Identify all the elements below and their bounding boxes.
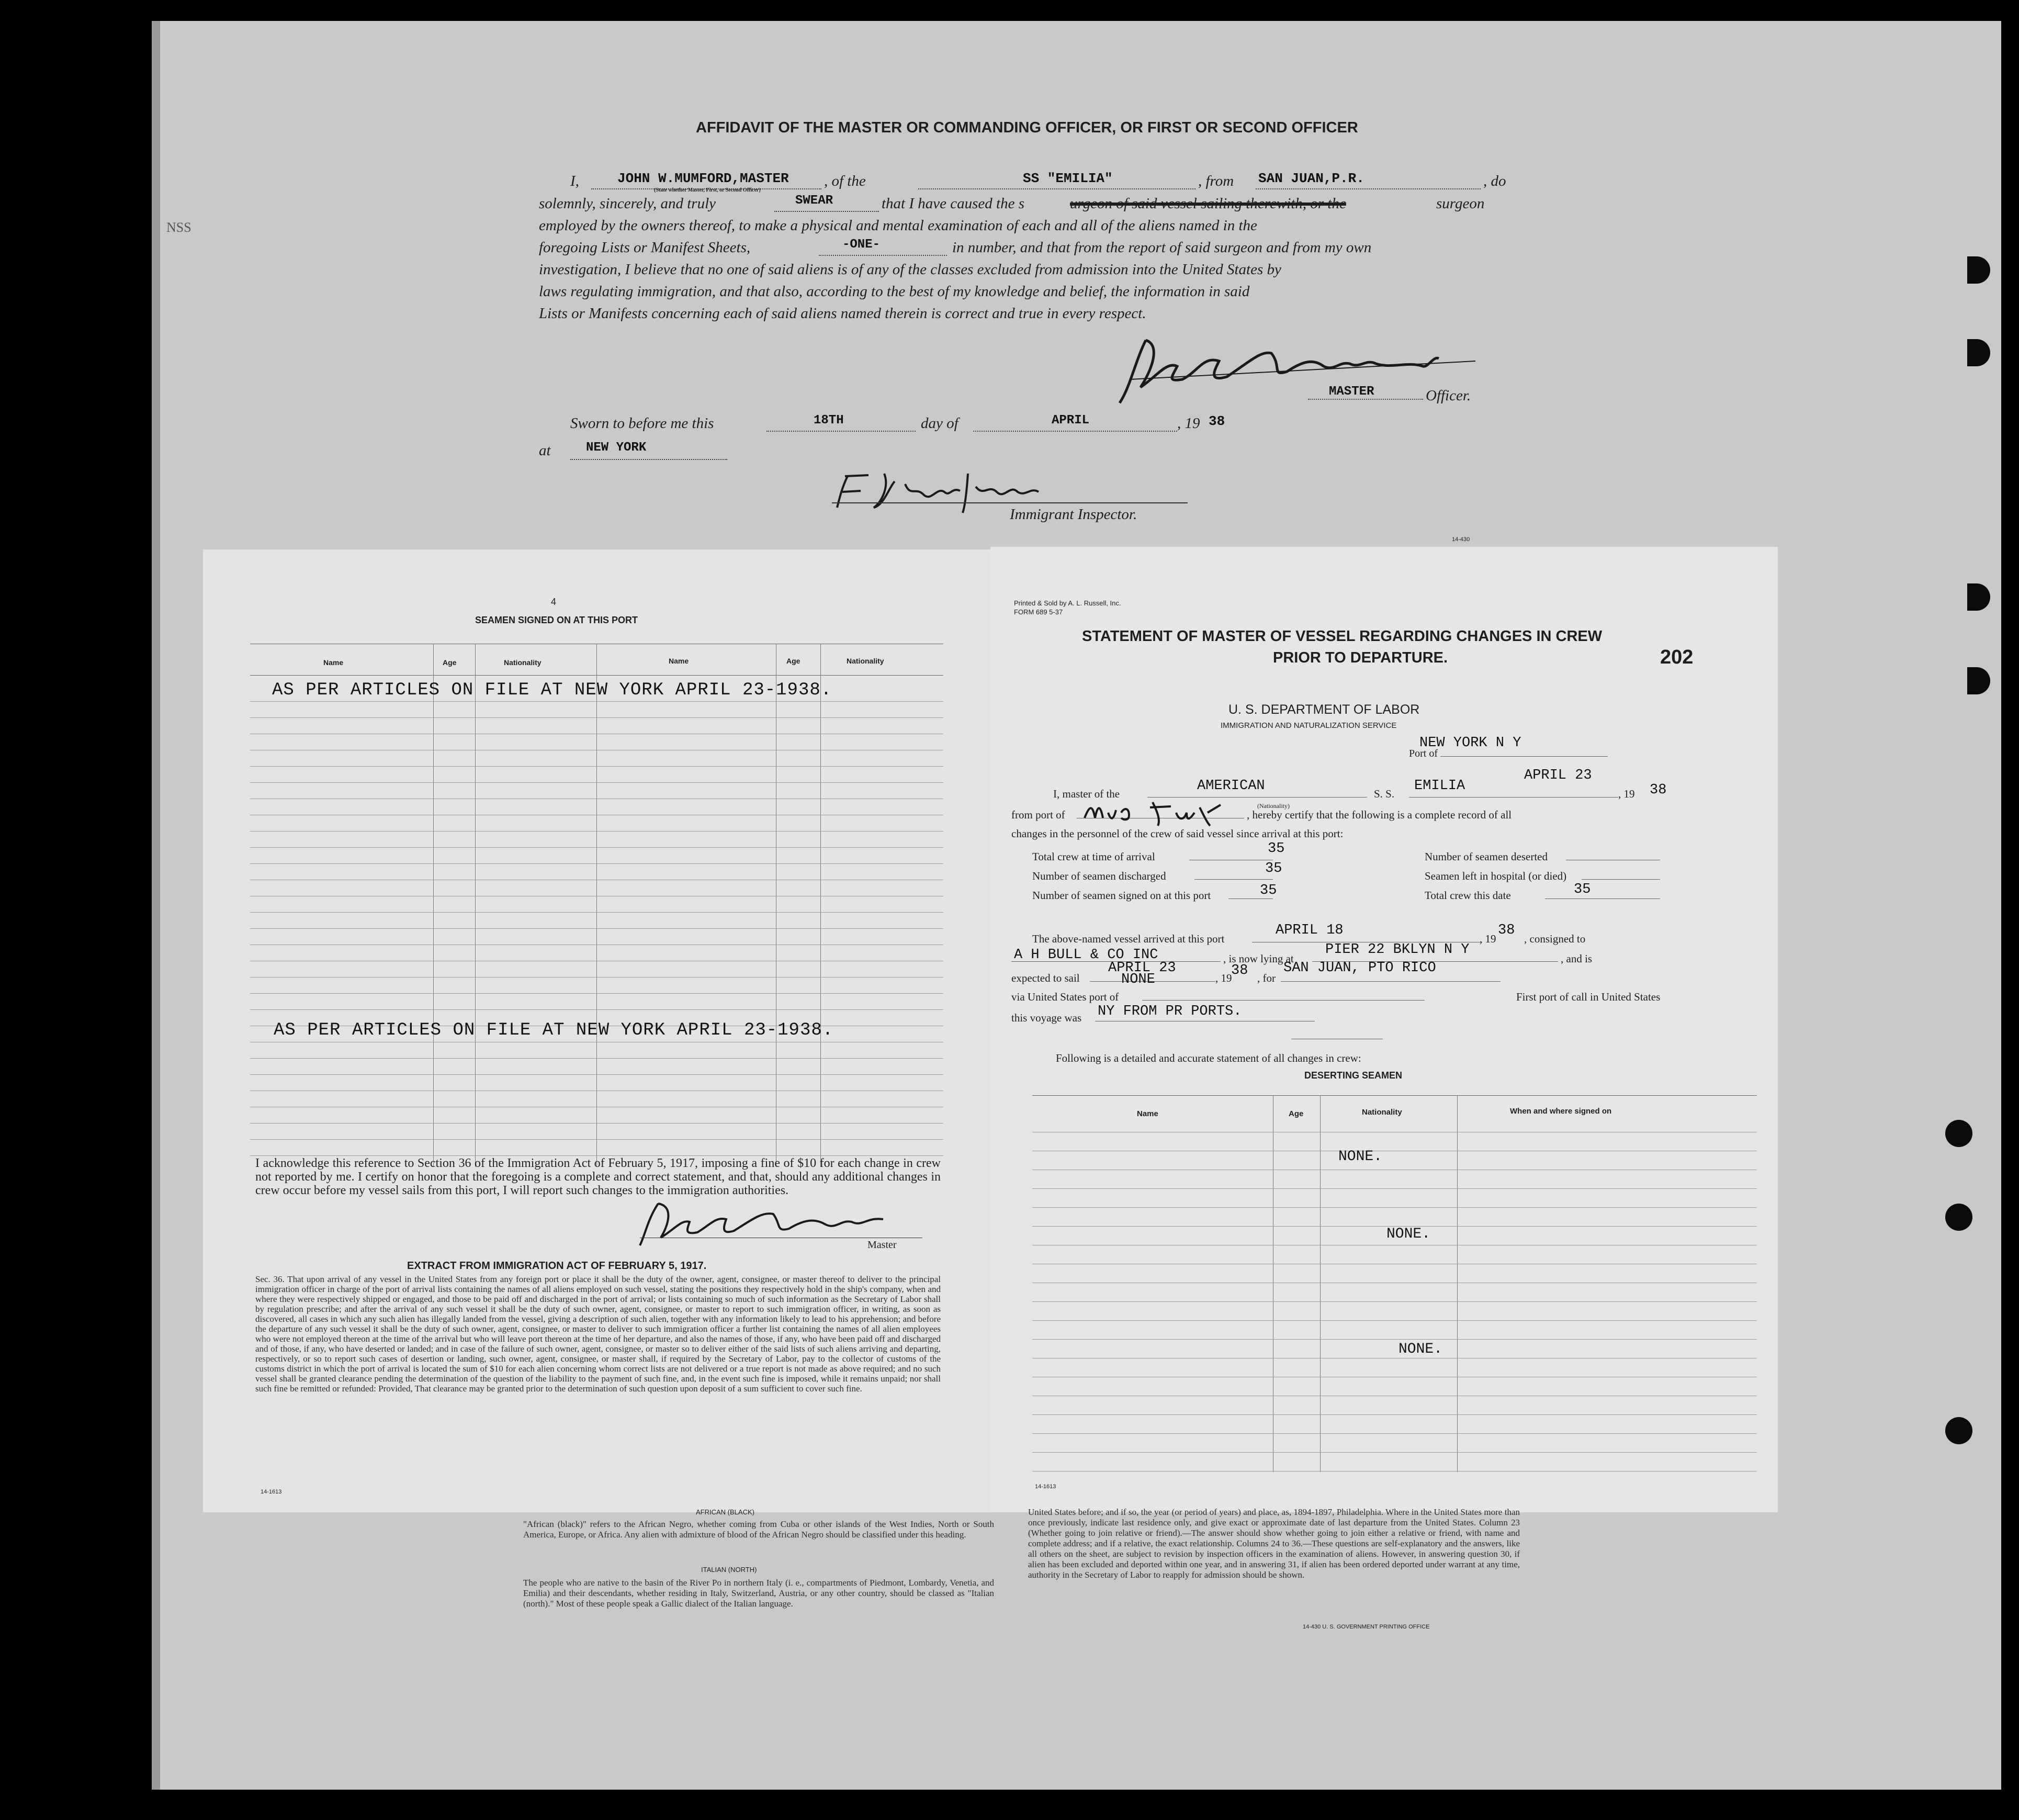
voyage-label: this voyage was <box>1011 1012 1082 1024</box>
table-row-line <box>250 766 943 767</box>
lying-value: PIER 22 BKLYN N Y <box>1325 942 1470 958</box>
count-value: -ONE- <box>842 238 881 252</box>
right-title-2: PRIOR TO DEPARTURE. <box>1273 649 1448 666</box>
binder-hole-icon <box>1945 1204 1972 1231</box>
deserted-label: Number of seamen deserted <box>1425 850 1548 863</box>
binder-hole-icon <box>1945 1417 1972 1444</box>
signed-on-line <box>1228 898 1273 899</box>
swear-field-line <box>774 211 879 212</box>
table-row-line <box>250 717 943 718</box>
year-value-right: 38 <box>1650 782 1667 798</box>
page-number: 4 <box>551 597 557 607</box>
struck-text: urgeon of said vessel sailing therewith, or the <box>1070 195 1346 212</box>
nationality-note: (Nationality) <box>1257 802 1290 810</box>
arrived-year: 38 <box>1498 923 1515 938</box>
year-prefix: , 19 <box>1177 415 1200 432</box>
table-row-line <box>1032 1452 1757 1453</box>
printer-line: Printed & Sold by A. L. Russell, Inc. <box>1014 599 1121 607</box>
header-age: Age <box>443 658 457 667</box>
col-divider <box>475 644 476 1167</box>
affidavit-line-6: laws regulating immigration, and that also, according to the best of my knowledge and belief, the information in said <box>539 283 1250 300</box>
table-row-line <box>250 1009 943 1010</box>
port-of-line <box>1440 756 1608 757</box>
deserting-title: DESERTING SEAMEN <box>1304 1070 1403 1081</box>
affidavit-line-2c: surgeon <box>1436 195 1485 212</box>
from-label: , from <box>1198 173 1234 189</box>
header-age-2: Age <box>786 657 800 665</box>
changes-text: changes in the personnel of the crew of said vessel since arrival at this port: <box>1011 827 1344 840</box>
table-row-line <box>250 1139 943 1140</box>
table-row-line <box>250 831 943 832</box>
typed-articles-2: AS PER ARTICLES ON FILE AT NEW YORK APRIL 23-1938. <box>274 1020 834 1040</box>
state-note: (State whether Master, First, or Second Officer) <box>654 187 761 193</box>
table-row-line <box>1032 1320 1757 1321</box>
ship-name: SS "EMILIA" <box>1023 171 1113 186</box>
table-row-line <box>250 701 943 702</box>
total-date-value: 35 <box>1574 882 1591 897</box>
ss-value: EMILIA <box>1414 778 1465 794</box>
following-text: Following is a detailed and accurate statement of all changes in crew: <box>1056 1052 1361 1064</box>
and-is-label: , and is <box>1561 952 1593 965</box>
right-bottom-text: United States before; and if so, the year (or period of years) and place, as, 1894-1897, Philadelphia. Where in the United States more than once previously, indicate last residence only, and give exact or approximate date of last departure from the United States. Column 23 (Whether going to join relative or friend).—The answer should show whether going to join either a relative or friend, with name and complete address; and if a relative, the exact relationship. Columns 24 to 36.—These questions are self-explanatory and the answers, like all others on the sheet, are subject to revision by inspection officers in the examination of aliens. However, in answering question 30, if alien has been excluded and deported within one year, and in answering 31, if alien has been ordered deported under warrant at any time, authority in the Secretary of Labor to reapply for admission should be shown. <box>1028 1507 1520 1580</box>
sail-year-prefix: , 19 <box>1215 972 1232 984</box>
rank-field-line <box>1308 399 1423 400</box>
arrived-year-prefix: , 19 <box>1480 933 1496 945</box>
first-call-label: First port of call in United States <box>1516 991 1661 1003</box>
master-signature-2 <box>637 1193 899 1251</box>
do-label: , do <box>1483 173 1506 189</box>
sail-label: expected to sail <box>1011 972 1080 984</box>
binder-hole-icon <box>1945 1120 1972 1147</box>
for-label: , for <box>1257 972 1276 984</box>
affidavit-line-4a: foregoing Lists or Manifest Sheets, <box>539 239 751 256</box>
at-label: at <box>539 442 551 459</box>
service-title: IMMIGRATION AND NATURALIZATION SERVICE <box>1221 721 1397 730</box>
total-crew-value: 35 <box>1268 841 1285 857</box>
from-port: SAN JUAN,P.R. <box>1258 171 1364 186</box>
ds-col-divider <box>1320 1095 1321 1472</box>
sail-value: APRIL 23 <box>1108 960 1176 976</box>
italian-text: The people who are native to the basin of the River Po in northern Italy (i. e., compartments of Piedmont, Lombardy, Venetia, and Emilia) and their descendants, whether residing in Italy, Switzerland, Austria, or any other country, should be classed as "Italian (north)." Most of these people speak a Gallic dialect of the Italian language. <box>523 1578 994 1609</box>
affidavit-line-3: employed by the owners thereof, to make a physical and mental examination of each and all of the aliens named in the <box>539 217 1257 234</box>
affidavit-i: I, <box>570 173 579 189</box>
table-row-line <box>250 912 943 913</box>
port-of-label: Port of <box>1409 748 1438 759</box>
affidavit-line-4b: in number, and that from the report of said surgeon and from my own <box>952 239 1372 256</box>
total-crew-label: Total crew at time of arrival <box>1032 850 1155 863</box>
stray-mark: NSS <box>166 220 191 235</box>
day-value: 18TH <box>814 413 844 428</box>
ds-header-name: Name <box>1137 1109 1158 1118</box>
acknowledgment: I acknowledge this reference to Section 36 of the Immigration Act of February 5, 1917, imposing a fine of $10 for each change in crew not reported by me. I certify on honor that the foregoing is a complete and correct statement, and that, should any additional changes in crew occur before my vessel sails from this port, I will report such changes to the immigration authorities. <box>255 1156 941 1197</box>
handwritten-new-york <box>1079 797 1236 828</box>
hospital-label: Seamen left in hospital (or died) <box>1425 870 1567 882</box>
table-row-line <box>250 1123 943 1124</box>
hospital-line <box>1582 879 1660 880</box>
month-value: APRIL <box>1052 413 1090 428</box>
table-row-line <box>1032 1433 1757 1434</box>
header-nationality-2: Nationality <box>847 657 884 665</box>
col-divider <box>596 644 597 1167</box>
extract-text: Sec. 36. That upon arrival of any vessel in the United States from any foreign port or place it shall be the duty of the owner, agent, consignee, or master thereof to deliver to the principal immigration officer in charge of the port of arrival lists containing the names of all aliens employed on such vessel, stating the positions they respectively hold in the ship's company, when and where they were respectively shipped or engaged, and those to be paid off and discharged in the port of arrival; or lists containing so much of such information as the Secretary of Labor shall by regulation prescribe; and after the arrival of any such vessel it shall be the duty of such owner, agent, consignee, or master to report to such immigration officer, in writing, as soon as discovered, all cases in which any such alien has illegally landed from the vessel, giving a description of such alien, together with any information likely to lead to his apprehension; and before the departure of any such vessel it shall be the duty of such owner, agent, consignee, or master to deliver to such immigration officer a further list containing the names of all alien employees who were not employed thereon at the time of the arrival but who will leave port thereon at the time of her departure, and also the names of those, if any, who have been paid off and discharged and of those, if any, who have deserted or landed; and in case of the failure of such owner, agent, consignee, or master so to deliver either of the said lists of such aliens arriving and departing, respectively, or so to report such cases of desertion or landing, such owner, agent, consignee, or master shall, if required by the Secretary of Labor, pay to the collector of customs of the customs district in which the port of arrival is located the sum of $10 for each alien concerning whom correct lists are not delivered or a true report is not made as above required; and no such vessel shall be granted clearance pending the determination of the question of the liability to the payment of such fine, and, in the event such fine is imposed, while it remains unpaid; nor shall such fine be remitted or refunded: Provided, That clearance may be granted prior to the determination of such question upon deposit of a sum sufficient to cover such fine. <box>255 1274 941 1394</box>
right-form-no: 14-1613 <box>1035 1484 1056 1490</box>
extract-title: EXTRACT FROM IMMIGRATION ACT OF FEBRUARY 5, 1917. <box>407 1260 707 1272</box>
none-3: NONE. <box>1398 1341 1443 1357</box>
signed-on-value: 35 <box>1260 883 1277 898</box>
affidavit-line-5: investigation, I believe that no one of said aliens is of any of the classes excluded from admission into the United States by <box>539 261 1281 278</box>
day-field-line <box>766 431 916 432</box>
arrived-value: APRIL 18 <box>1276 923 1344 938</box>
seamen-signed-on-form <box>203 549 990 1512</box>
affidavit-line-2a: solemnly, sincerely, and truly <box>539 195 716 212</box>
signed-on-label: Number of seamen signed on at this port <box>1032 889 1211 902</box>
total-date-line <box>1545 898 1660 899</box>
affidavit-line-2b: that I have caused the s <box>882 195 1025 212</box>
officer-rank: MASTER <box>1329 385 1374 399</box>
at-field-line <box>570 459 727 460</box>
table-row-line <box>1032 1207 1757 1208</box>
ds-header-when-where: When and where signed on <box>1510 1107 1612 1116</box>
via-line <box>1142 1000 1425 1001</box>
left-form-title: SEAMEN SIGNED ON AT THIS PORT <box>475 615 638 625</box>
arrived-label: The above-named vessel arrived at this port <box>1032 933 1225 945</box>
form-number: 202 <box>1660 646 1694 668</box>
affidavit-line-7: Lists or Manifests concerning each of said aliens named therein is correct and true in every respect. <box>539 305 1146 322</box>
date-value: APRIL 23 <box>1524 768 1592 783</box>
affidavit-title: AFFIDAVIT OF THE MASTER OR COMMANDING OFFICER, OR FIRST OR SECOND OFFICER <box>696 119 1358 136</box>
african-title: AFRICAN (BLACK) <box>696 1508 754 1516</box>
italian-title: ITALIAN (NORTH) <box>701 1566 757 1574</box>
table-row-line <box>1032 1301 1757 1302</box>
ds-top-rule <box>1032 1095 1757 1096</box>
african-text: "African (black)" refers to the African Negro, whether coming from Cuba or other islands of the West Indies, North or South America, Europe, or Africa. Any alien with admixture of blood of the African Negro should be classified under this heading. <box>523 1519 994 1540</box>
col-divider <box>820 644 821 1167</box>
year-prefix-right: , 19 <box>1618 788 1635 800</box>
discharged-value: 35 <box>1265 861 1282 877</box>
form-code: FORM 689 5-37 <box>1014 608 1063 616</box>
master-of-label: I, master of the <box>1053 788 1120 800</box>
total-date-label: Total crew this date <box>1425 889 1511 902</box>
sheet-edge <box>152 21 160 1790</box>
inspector-label: Immigrant Inspector. <box>1010 506 1137 523</box>
ds-col-divider <box>1457 1095 1458 1472</box>
header-nationality: Nationality <box>504 658 542 667</box>
ship-field-line <box>918 188 1195 189</box>
table-row-line <box>250 993 943 994</box>
discharged-line <box>1194 879 1273 880</box>
consignee-value: A H BULL & CO INC <box>1014 947 1158 963</box>
nationality-value: AMERICAN <box>1197 778 1265 794</box>
sail-year: 38 <box>1231 963 1248 979</box>
at-value: NEW YORK <box>586 441 647 455</box>
table-row-line <box>250 1074 943 1075</box>
from-field-line <box>1256 188 1481 189</box>
table-row-line <box>1032 1188 1757 1189</box>
statement-of-master-form <box>990 547 1778 1512</box>
table-row-line <box>250 977 943 978</box>
lying-label: , is now lying at <box>1223 952 1294 965</box>
table-row-line <box>250 782 943 783</box>
month-field-line <box>973 431 1177 432</box>
table-row-line <box>250 1155 943 1156</box>
officer-label: Officer. <box>1426 387 1471 404</box>
none-2: NONE. <box>1386 1226 1431 1242</box>
master-name: JOHN W.MUMFORD,MASTER <box>617 171 789 186</box>
dept-title: U. S. DEPARTMENT OF LABOR <box>1228 702 1420 717</box>
via-value: NONE <box>1121 972 1155 987</box>
bottom-footer: 14-430 U. S. GOVERNMENT PRINTING OFFICE <box>1303 1624 1430 1630</box>
ss-label: S. S. <box>1374 788 1395 800</box>
of-the-label: , of the <box>824 173 866 189</box>
none-1: NONE. <box>1338 1149 1383 1165</box>
via-label: via United States port of <box>1011 991 1119 1003</box>
ds-header-age: Age <box>1289 1109 1304 1118</box>
certify-text: , hereby certify that the following is a complete record of all <box>1247 808 1512 821</box>
header-name-2: Name <box>669 657 689 665</box>
col-divider <box>433 644 434 1167</box>
ds-header-nationality: Nationality <box>1362 1108 1402 1117</box>
table-row-line <box>1032 1414 1757 1415</box>
affidavit-form-no: 14-430 <box>1452 536 1470 543</box>
from-port-label: from port of <box>1011 808 1065 821</box>
master-label: Master <box>867 1239 897 1251</box>
table-row-line <box>250 847 943 848</box>
right-title-1: STATEMENT OF MASTER OF VESSEL REGARDING CHANGES IN CREW <box>1082 628 1603 645</box>
sworn-label: Sworn to before me this <box>570 415 714 432</box>
count-field-line <box>819 255 947 256</box>
year-value: 38 <box>1209 413 1225 429</box>
left-form-no: 14-1613 <box>261 1489 282 1495</box>
header-name: Name <box>323 658 344 667</box>
consigned-label: , consigned to <box>1524 933 1586 945</box>
day-of-label: day of <box>921 415 958 432</box>
table-row-line <box>250 928 943 929</box>
swear-value: SWEAR <box>795 194 833 208</box>
table-row-line <box>1032 1339 1757 1340</box>
typed-articles-1: AS PER ARTICLES ON FILE AT NEW YORK APRIL 23-1938. <box>272 680 832 700</box>
port-of-value: NEW YORK N Y <box>1419 735 1521 751</box>
table-row-line <box>250 863 943 864</box>
for-line <box>1281 981 1501 982</box>
discharged-label: Number of seamen discharged <box>1032 870 1166 882</box>
for-value: SAN JUAN, PTO RICO <box>1283 960 1436 976</box>
table-row-line <box>250 1058 943 1059</box>
voyage-value: NY FROM PR PORTS. <box>1098 1004 1242 1019</box>
